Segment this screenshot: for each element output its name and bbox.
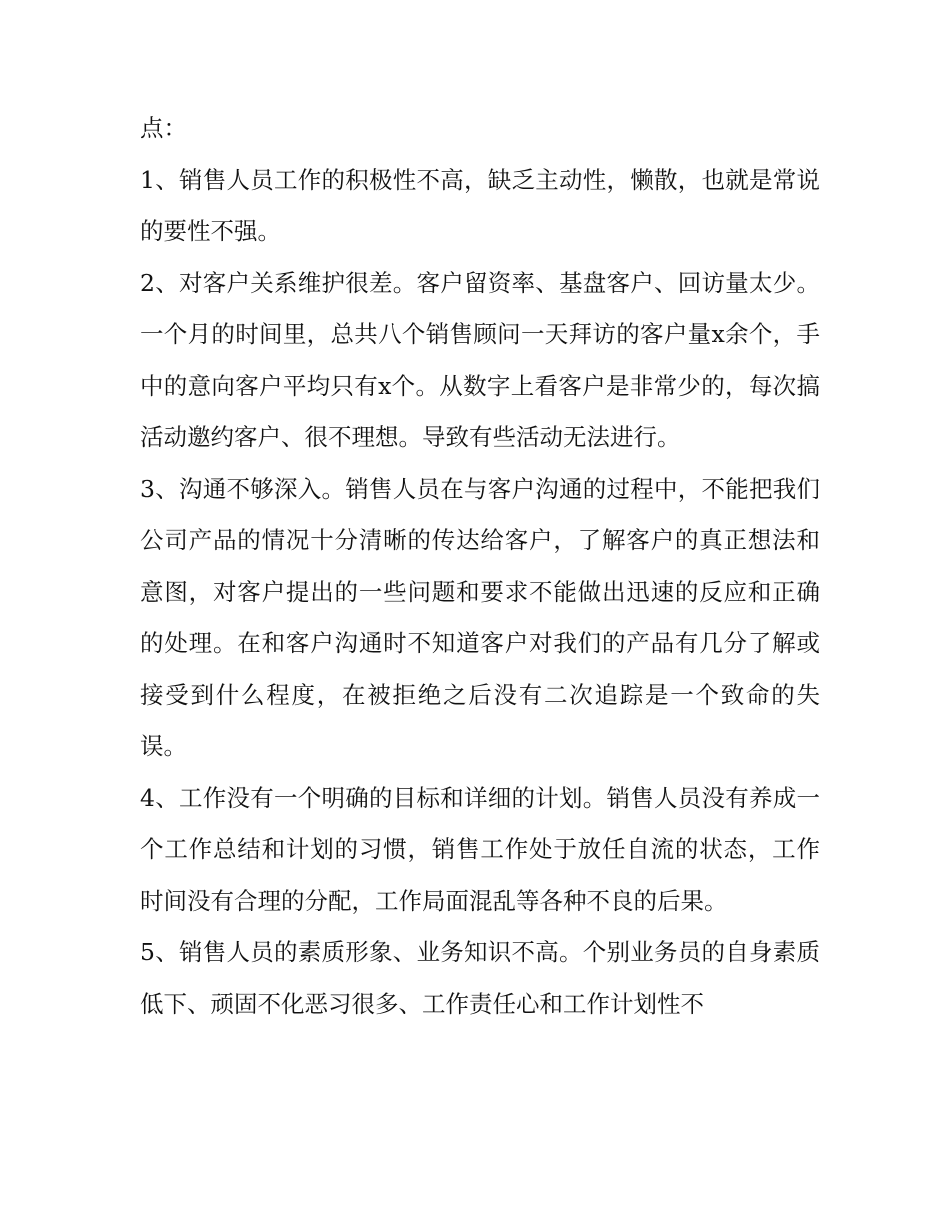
paragraph-point-2: 2、对客户关系维护很差。客户留资率、基盘客户、回访量太少。一个月的时间里，总共八个销售顾问一天拜访的客户量x余个，手中的意向客户平均只有x个。从数字上看客户是非常少的，每次搞活动邀约客户、很不理想。导致有些活动无法进行。 [140, 268, 820, 451]
paragraph-point-1: 1、销售人员工作的积极性不高，缺乏主动性，懒散，也就是常说的要性不强。 [140, 165, 820, 245]
paragraph-point-3: 3、沟通不够深入。销售人员在与客户沟通的过程中，不能把我们公司产品的情况十分清晰的传达给客户，了解客户的真正想法和意图，对客户提出的一些问题和要求不能做出迅速的反应和正确的处理。在和客户沟通时不知道客户对我们的产品有几分了解或接受到什么程度，在被拒绝之后没有二次追踪是一个致命的失误。 [140, 474, 820, 760]
paragraph-point-4: 4、工作没有一个明确的目标和详细的计划。销售人员没有养成一个工作总结和计划的习惯，销售工作处于放任自流的状态，工作时间没有合理的分配，工作局面混乱等各种不良的后果。 [140, 783, 820, 915]
paragraph-point-5: 5、销售人员的素质形象、业务知识不高。个别业务员的自身素质低下、顽固不化恶习很多、工作责任心和工作计划性不 [140, 938, 820, 1018]
document-body [140, 103, 820, 1030]
paragraph-intro: 点： [140, 114, 187, 142]
